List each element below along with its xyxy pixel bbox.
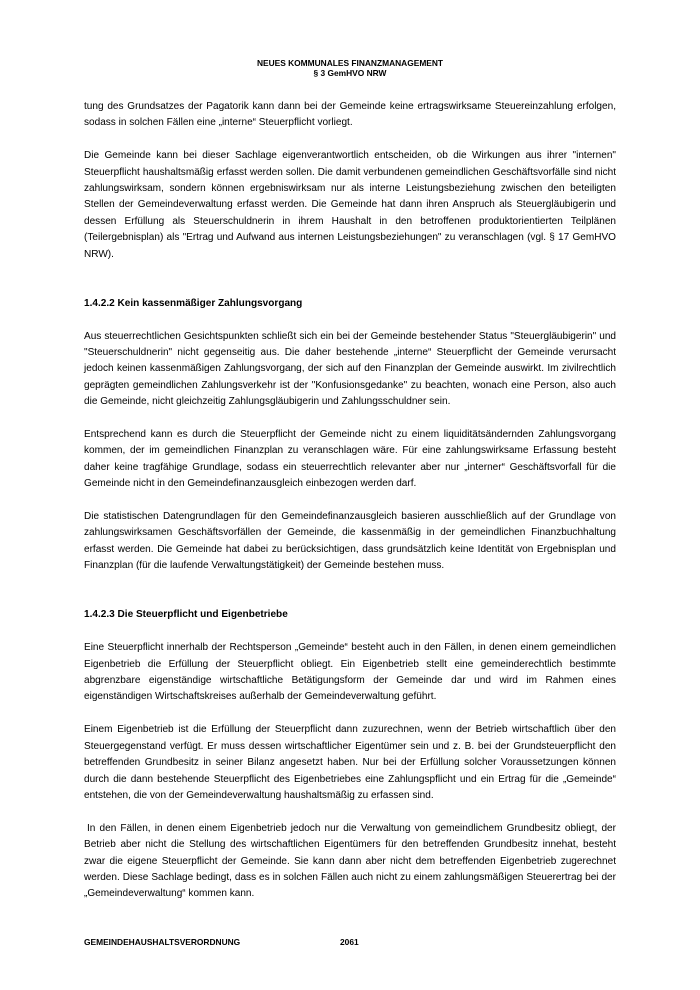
paragraph: Aus steuerrechtlichen Gesichtspunkten schließt sich ein bei der Gemeinde bestehender Status "Steuergläubigerin" und "Steuerschuldnerin" nicht gegenseitig aus. Die daher bestehende „interne“ Steuerpflicht der Gemeinde verursacht jedoch keinen kassenmäßigen Zahlungsvorgang, der sich auf den Finanzplan der Gemeinde auswirkt. Im zivilrechtlich geprägten gemeindlichen Zahlungsverkehr ist der "Konfusionsgedanke" zu beachten, wonach eine Person, also auch die Gemeinde, nicht gleichzeitig Zahlungsgläubigerin und Zahlungsschuldner sein. <box>84 330 616 408</box>
paragraph: Einem Eigenbetrieb ist die Erfüllung der Steuerpflicht dann zuzurechnen, wenn der Betrieb wirtschaftlich über den Steuergegenstand verfügt. Er muss dessen wirtschaftlicher Eigentümer sein und z. B. bei der Grundsteuerpflicht den betreffenden Grundbesitz in seiner Bilanz angesetzt haben. Nur bei der Erfüllung solcher Voraussetzungen können durch die dann bestehende Steuerpflicht des Eigenbetriebes eine Zahlungspflicht und ein Ertrag für die „Gemeinde“ entstehen, die von der Gemeindeverwaltung haushaltsmäßig zu erfassen sind. <box>84 724 616 801</box>
section-heading: 1.4.2.3 Die Steuerpflicht und Eigenbetriebe <box>84 609 288 621</box>
paragraph: Eine Steuerpflicht innerhalb der Rechtsperson „Gemeinde“ besteht auch in den Fällen, in denen einem gemeindlichen Eigenbetrieb die Erfüllung der Steuerpflicht obliegt. Ein Eigenbetrieb stellt eine gemeinderechtlich bestimmte abgrenzbare eigenständige wirtschaftliche Betätigungsform der Gemeinde dar und wird im Rahmen eines eigenständigen Wirtschaftskreises außerhalb der Gemeindeverwaltung geführt. <box>84 642 616 703</box>
paragraph: Die statistischen Datengrundlagen für den Gemeindefinanzausgleich basieren ausschließlich auf der Grundlage von zahlungswirksamen Geschäftsvorfällen der Gemeinde, die kassenmäßig in der gemeindlichen Finanzbuchhaltung erfasst werden. Die Gemeinde hat dabei zu berücksichtigen, dass grundsätzlich keine Identität von Ergebnisplan und Finanzplan (für die laufende Verwaltungstätigkeit) der Gemeinde bestehen muss. <box>84 511 616 572</box>
paragraph: Entsprechend kann es durch die Steuerpflicht der Gemeinde nicht zu einem liquiditätsändernden Zahlungsvorgang kommen, der im gemeindlichen Finanzplan zu veranschlagen wäre. Für eine zahlungswirksame Erfassung besteht daher keine tragfähige Grundlage, sodass ein steuerrechtlich relevanter aber nur „interner“ Geschäftsvorfall für die Gemeinde nicht in den Gemeindefinanzausgleich einbezogen werden darf. <box>84 429 616 490</box>
document-body <box>84 99 616 919</box>
page-footer <box>84 937 616 947</box>
paragraph: tung des Grundsatzes der Pagatorik kann dann bei der Gemeinde keine ertragswirksame Steuereinzahlung erfolgen, sodass in solchen Fällen eine „interne“ Steuerpflicht vorliegt. <box>84 101 616 129</box>
page-number: 2061 <box>340 937 359 947</box>
footer-title: GEMEINDEHAUSHALTSVERORDNUNG <box>84 937 241 947</box>
header-title: NEUES KOMMUNALES FINANZMANAGEMENT <box>256 58 444 68</box>
section-heading: 1.4.2.2 Kein kassenmäßiger Zahlungsvorgang <box>84 297 303 309</box>
paragraph: Die Gemeinde kann bei dieser Sachlage eigenverantwortlich entscheiden, ob die Wirkungen aus ihrer "internen" Steuerpflicht haushaltsmäßig erfasst werden sollen. Die damit verbundenen gemeindlichen Geschäftsvorfälle sind nicht zahlungswirksam, sondern können ergebniswirksam nur als interne Leistungsbeziehung zwischen den beteiligten Stellen der Gemeindeverwaltung erfasst werden. Die Gemeinde hat dann ihren Anspruch als Steuergläubigerin und dessen Erfüllung als Steuerschuldnerin in ihrem Haushalt in den betroffenen produktorientierten Teilplänen (Teilergebnisplan) als "Ertrag und Aufwand aus internen Leistungsbeziehungen" zu veranschlagen (vgl. § 17 GemHVO NRW). <box>84 150 616 260</box>
page-header <box>0 58 700 78</box>
header-subtitle: § 3 GemHVO NRW <box>313 68 387 78</box>
paragraph: In den Fällen, in denen einem Eigenbetrieb jedoch nur die Verwaltung von gemeindlichem Grundbesitz obliegt, der Betrieb aber nicht die Stellung des wirtschaftlichen Eigentümers für den betreffenden Grundbesitz innehat, besteht zwar die eigene Steuerpflicht der Gemeinde. Sie kann dann aber nicht dem betreffenden Eigenbetrieb zugerechnet werden. Diese Sachlage bedingt, dass es in solchen Fällen auch nicht zu einem zahlungsmäßigen Steuerertrag bei der „Gemeindeverwaltung“ kommen kann. <box>84 822 616 900</box>
